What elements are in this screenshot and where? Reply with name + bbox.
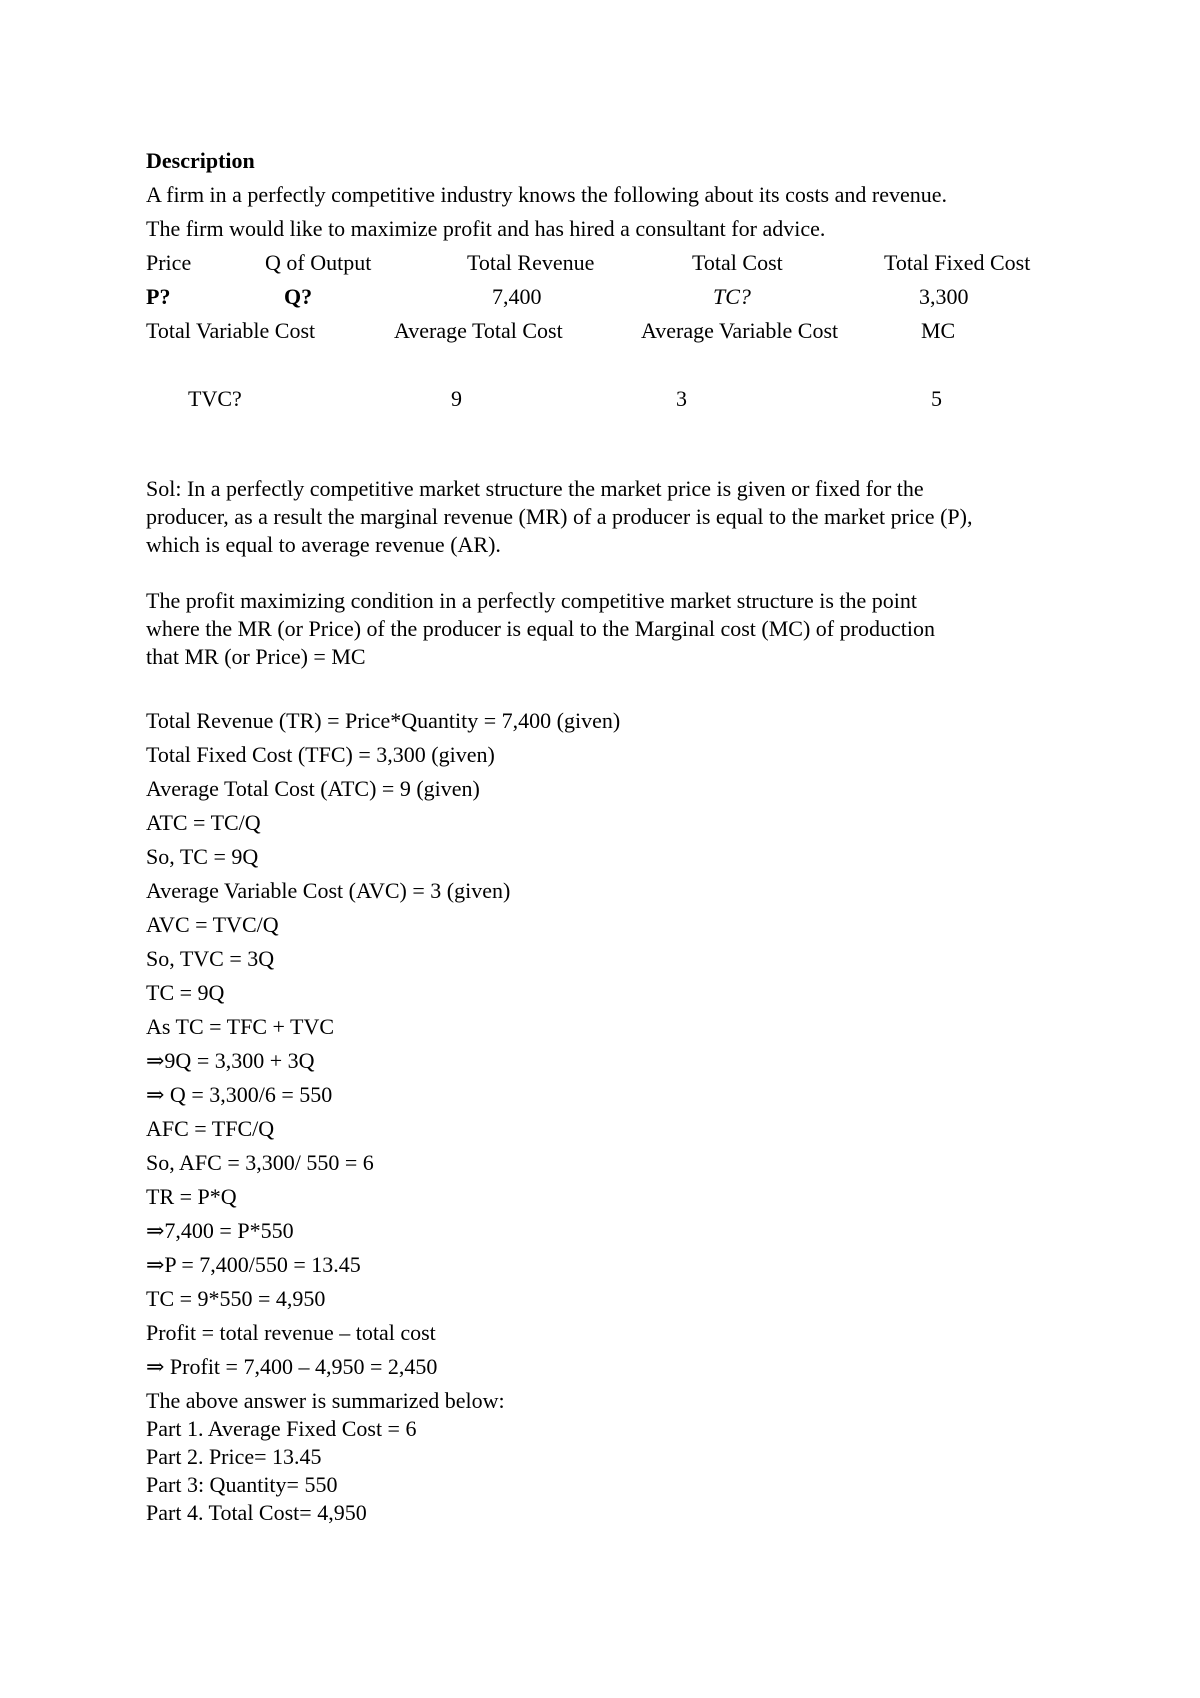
intro-line: The firm would like to maximize profit and has hired a consultant for advice. <box>146 216 826 241</box>
calculation-step: ⇒ Q = 3,300/6 = 550 <box>146 1082 333 1107</box>
calculation-step: TC = 9Q <box>146 980 225 1005</box>
calculation-step: So, AFC = 3,300/ 550 = 6 <box>146 1150 374 1175</box>
table-header-cell: Total Variable Cost <box>146 318 316 343</box>
solution-line: where the MR (or Price) of the producer is equal to the Marginal cost (MC) of production <box>146 616 935 641</box>
table-value-cell: P? <box>146 284 171 309</box>
calculation-step: ATC = TC/Q <box>146 810 261 835</box>
table-header-cell: Q of Output <box>265 250 372 275</box>
solution-line: which is equal to average revenue (AR). <box>146 532 501 557</box>
calculation-step: Profit = total revenue – total cost <box>146 1320 436 1345</box>
table-value-cell: 7,400 <box>492 284 542 309</box>
table-header-cell: Price <box>146 250 192 275</box>
solution-line: that MR (or Price) = MC <box>146 644 366 669</box>
calculation-step: ⇒ Profit = 7,400 – 4,950 = 2,450 <box>146 1354 438 1379</box>
solution-line: producer, as a result the marginal revenue (MR) of a producer is equal to the market price (P), <box>146 504 973 529</box>
summary-line: Part 2. Price= 13.45 <box>146 1444 322 1469</box>
calculation-step: AVC = TVC/Q <box>146 912 279 937</box>
calculation-step: So, TVC = 3Q <box>146 946 275 971</box>
calculation-step: Average Variable Cost (AVC) = 3 (given) <box>146 878 511 903</box>
table-header-cell: Average Total Cost <box>394 318 563 343</box>
table-value-cell: TC? <box>713 284 751 309</box>
table-header-cell: MC <box>921 318 956 343</box>
calculation-step: Total Fixed Cost (TFC) = 3,300 (given) <box>146 742 495 767</box>
table-value-cell: 5 <box>931 386 942 411</box>
calculation-step: So, TC = 9Q <box>146 844 259 869</box>
table-value-cell: 9 <box>451 386 462 411</box>
calculation-step: Total Revenue (TR) = Price*Quantity = 7,400 (given) <box>146 708 621 733</box>
solution-line: Sol: In a perfectly competitive market structure the market price is given or fixed for the <box>146 476 924 501</box>
calculation-step: ⇒P = 7,400/550 = 13.45 <box>146 1252 361 1277</box>
calculation-step: TR = P*Q <box>146 1184 237 1209</box>
table-header-cell: Total Revenue <box>467 250 595 275</box>
heading: Description <box>146 148 255 173</box>
solution-line: The profit maximizing condition in a perfectly competitive market structure is the point <box>146 588 917 613</box>
calculation-step: ⇒7,400 = P*550 <box>146 1218 294 1243</box>
table-header-cell: Total Fixed Cost <box>884 250 1031 275</box>
calculation-step: AFC = TFC/Q <box>146 1116 275 1141</box>
calculation-step: As TC = TFC + TVC <box>146 1014 335 1039</box>
summary-line: Part 3: Quantity= 550 <box>146 1472 338 1497</box>
table-value-cell: 3,300 <box>919 284 969 309</box>
table-header-cell: Total Cost <box>692 250 783 275</box>
table-value-cell: Q? <box>284 284 313 309</box>
summary-line: The above answer is summarized below: <box>146 1388 505 1413</box>
table-header-cell: Average Variable Cost <box>641 318 839 343</box>
calculation-step: TC = 9*550 = 4,950 <box>146 1286 326 1311</box>
table-value-cell: 3 <box>676 386 687 411</box>
calculation-step: ⇒9Q = 3,300 + 3Q <box>146 1048 315 1073</box>
intro-line: A firm in a perfectly competitive industry knows the following about its costs and revenue. <box>146 182 947 207</box>
summary-line: Part 1. Average Fixed Cost = 6 <box>146 1416 417 1441</box>
calculation-step: Average Total Cost (ATC) = 9 (given) <box>146 776 480 801</box>
table-value-cell: TVC? <box>188 386 242 411</box>
summary-line: Part 4. Total Cost= 4,950 <box>146 1500 367 1525</box>
